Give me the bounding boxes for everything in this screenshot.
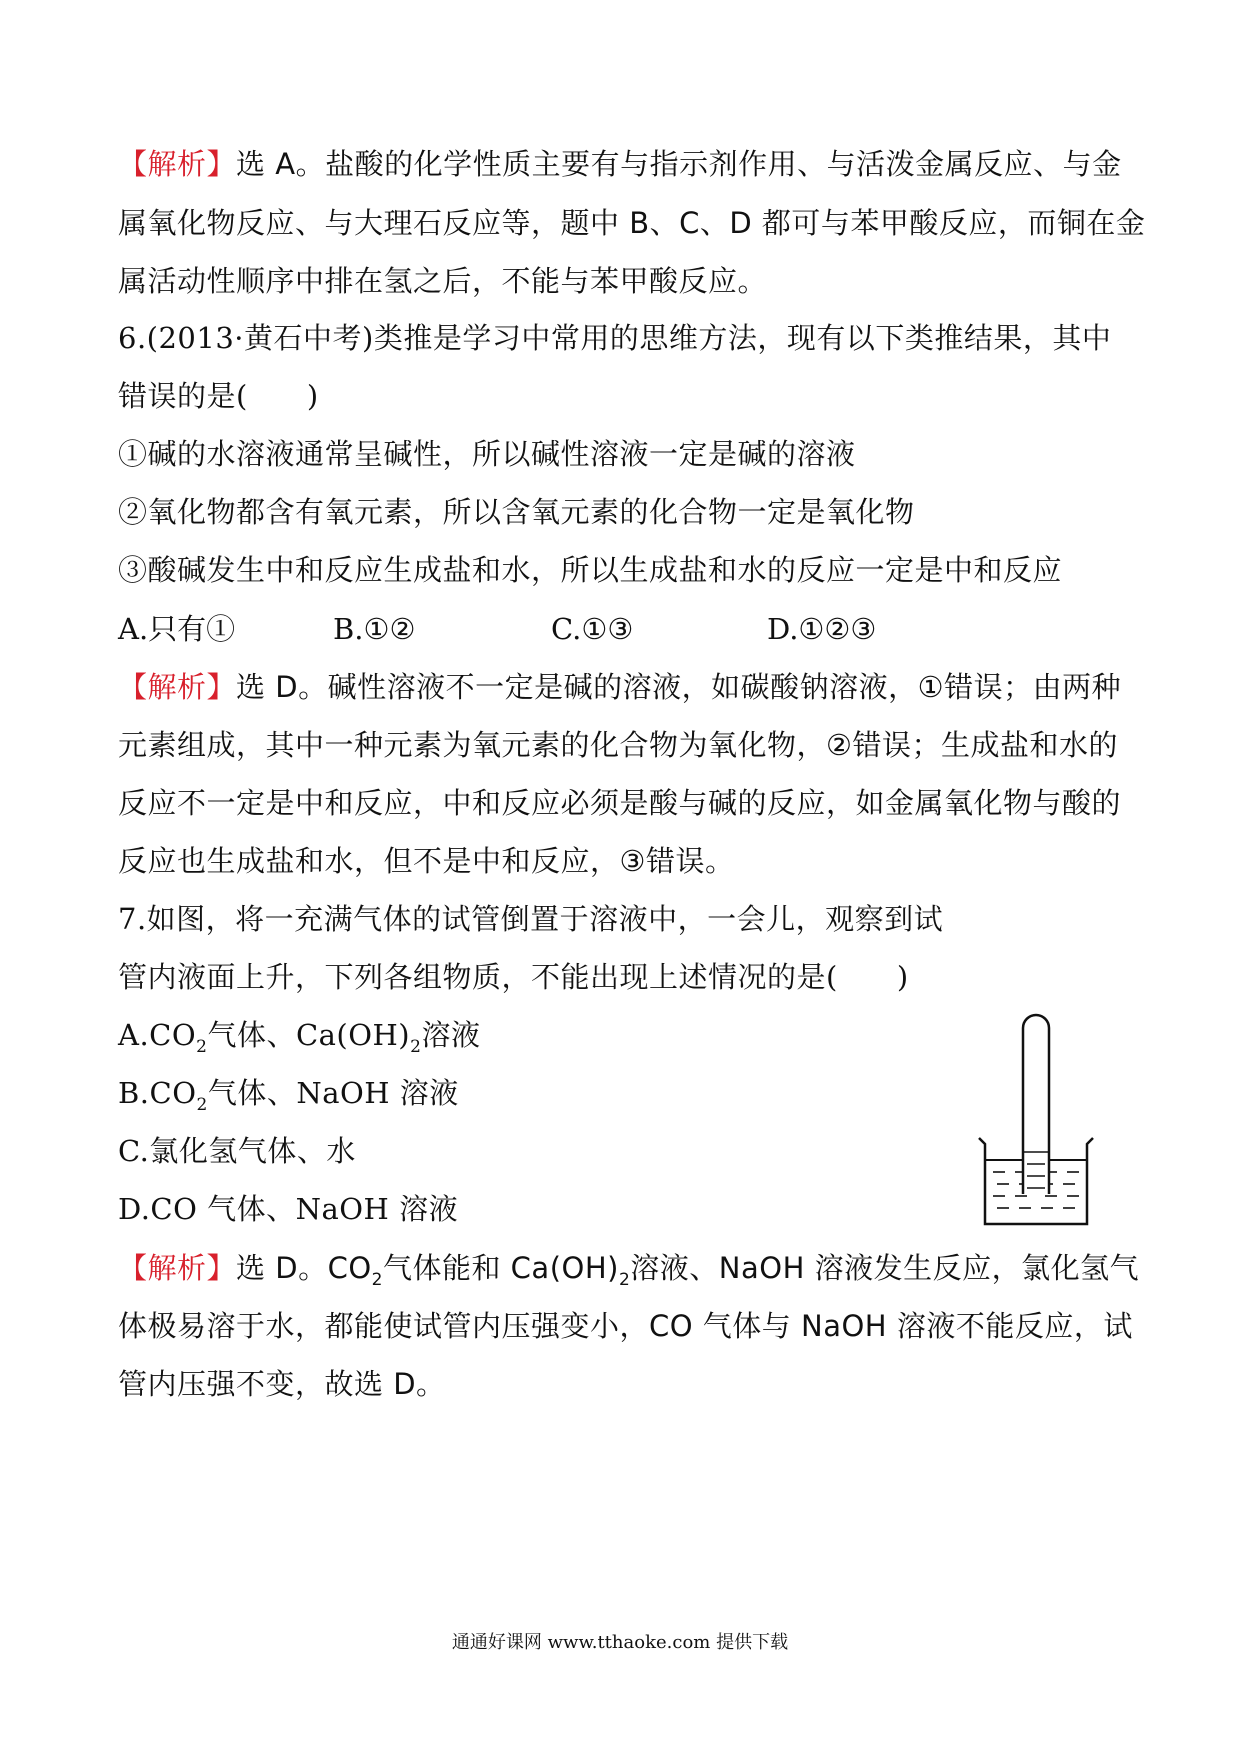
text: 气体、Ca(OH) xyxy=(207,1018,411,1052)
q7-option-b xyxy=(118,1073,459,1125)
q7-stem-line-2: 管内液面上升，下列各组物质，不能出现上述情况的是( ) xyxy=(118,960,909,994)
q5-analysis-line-3: 属活动性顺序中排在氢之后，不能与苯甲酸反应。 xyxy=(118,264,768,298)
subscript: 2 xyxy=(371,1269,383,1290)
text: 气体、NaOH 溶液 xyxy=(207,1076,459,1110)
analysis-tag: 【解析】 xyxy=(118,670,237,704)
q6-stem-line-1: 6.(2013·黄石中考)类推是学习中常用的思维方法，现有以下类推结果，其中 xyxy=(118,321,1112,355)
q7-option-c: C.氯化氢气体、水 xyxy=(118,1134,356,1168)
q6-statement-3: ③酸碱发生中和反应生成盐和水，所以生成盐和水的反应一定是中和反应 xyxy=(118,553,1063,587)
q6-analysis-line-3: 反应不一定是中和反应，中和反应必须是酸与碱的反应，如金属氧化物与酸的 xyxy=(118,786,1122,820)
text: 溶液 xyxy=(421,1018,481,1052)
q7-analysis-line-2: 体极易溶于水，都能使试管内压强变小，CO 气体与 NaOH 溶液不能反应，试 xyxy=(118,1309,1133,1343)
subscript: 2 xyxy=(618,1269,631,1290)
q6-analysis-line-1 xyxy=(118,667,1121,707)
text: B.CO xyxy=(118,1076,197,1110)
test-tube-beaker-figure xyxy=(975,1012,1100,1230)
q5-analysis-line-2: 属氧化物反应、与大理石反应等，题中 B、C、D 都可与苯甲酸反应，而铜在金 xyxy=(118,206,1146,240)
text: A.CO xyxy=(118,1018,197,1052)
text: 选 D。碱性溶液不一定是碱的溶液，如碳酸钠溶液，①错误；由两种 xyxy=(236,670,1122,704)
q7-stem-line-1: 7.如图，将一充满气体的试管倒置于溶液中，一会儿，观察到试 xyxy=(118,902,944,936)
q6-statement-2: ②氧化物都含有氧元素，所以含氧元素的化合物一定是氧化物 xyxy=(118,495,915,529)
q6-option-c: C.①③ xyxy=(551,612,634,646)
subscript: 2 xyxy=(196,1036,208,1057)
q6-option-a: A.只有① xyxy=(118,612,236,646)
page-footer: 通通好课网 www.tthaoke.com 提供下载 xyxy=(451,1632,789,1653)
q6-analysis-line-4: 反应也生成盐和水，但不是中和反应，③错误。 xyxy=(118,844,735,878)
q7-analysis-line-3: 管内压强不变，故选 D。 xyxy=(118,1367,446,1401)
text: 气体能和 Ca(OH) xyxy=(382,1251,619,1285)
analysis-tag: 【解析】 xyxy=(118,1251,237,1285)
q6-statement-1: ①碱的水溶液通常呈碱性，所以碱性溶液一定是碱的溶液 xyxy=(118,437,856,471)
q6-analysis-line-2: 元素组成，其中一种元素为氧元素的化合物为氧化物，②错误；生成盐和水的 xyxy=(118,728,1118,762)
q7-option-d: D.CO 气体、NaOH 溶液 xyxy=(118,1192,459,1226)
q7-option-a xyxy=(118,1015,480,1067)
q5-analysis-line-1 xyxy=(118,144,1122,184)
analysis-tag: 【解析】 xyxy=(118,147,237,181)
q6-option-b: B.①② xyxy=(333,612,416,646)
text: 选 A。盐酸的化学性质主要有与指示剂作用、与活泼金属反应、与金 xyxy=(236,147,1122,181)
q7-analysis-line-1 xyxy=(118,1248,1139,1300)
text: 选 D。CO xyxy=(236,1251,372,1285)
subscript: 2 xyxy=(410,1036,422,1057)
text: 溶液、NaOH 溶液发生反应，氯化氢气 xyxy=(630,1251,1140,1285)
q6-stem-line-2: 错误的是( ) xyxy=(118,379,319,413)
q6-option-d: D.①②③ xyxy=(767,612,877,646)
subscript: 2 xyxy=(196,1094,208,1115)
